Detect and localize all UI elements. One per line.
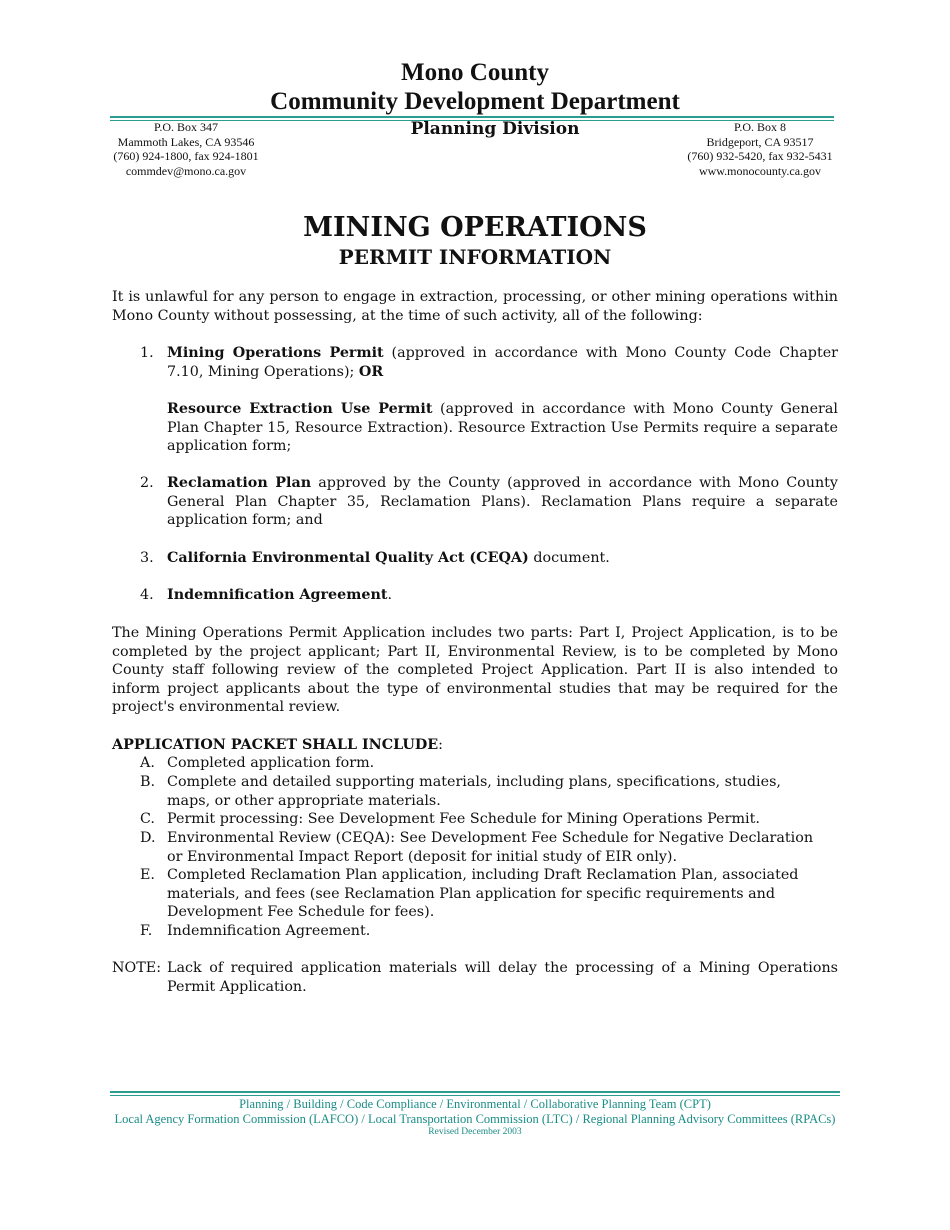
requirement-text: approved by the County (approved in accordance with Mono County General Plan Chapter 35, Reclamation Plans). Reclamation Plans require a separate application form; and [167, 475, 838, 529]
list-number: 1. [140, 345, 154, 361]
address-line: P.O. Box 347 [153, 120, 218, 134]
packet-item: Environmental Review (CEQA): See Development Fee Schedule for Negative Declaration or Environmental Impact Report (deposit for initial study of EIR only). [167, 830, 814, 865]
requirement-text: document. [528, 550, 610, 566]
requirement-name: Reclamation Plan [167, 475, 312, 491]
footer-programs: Planning / Building / Code Compliance / Environmental / Collaborative Planning Team (CPT) [239, 1097, 711, 1111]
list-letter: E. [140, 867, 155, 883]
intro-paragraph: It is unlawful for any person to engage in extraction, processing, or other mining operations within Mono County without possessing, at the time of such activity, all of the following: [112, 289, 838, 324]
requirement-name: Mining Operations Permit [167, 345, 384, 361]
list-number: 4. [140, 587, 154, 603]
address-line: Mammoth Lakes, CA 93546 [117, 134, 255, 149]
address-line: (760) 924-1800, fax 924-1801 [113, 149, 259, 163]
footer-commissions: Local Agency Formation Commission (LAFCO) / Local Transportation Commission (LTC) / Regional Planning Advisory Committees (RPACs) [114, 1112, 836, 1126]
requirement-item [167, 474, 838, 530]
packet-item: Indemnification Agreement. [167, 923, 371, 939]
note-label: NOTE: [112, 960, 162, 976]
list-number: 2. [140, 475, 154, 491]
footer-revision-date: Revised December 2003 [428, 1127, 522, 1137]
address-line: Bridgeport, CA 93517 [706, 134, 814, 149]
packet-item: Completed application form. [167, 755, 375, 771]
requirement-name: Indemnification Agreement [167, 587, 388, 603]
parts-paragraph: The Mining Operations Permit Application includes two parts: Part I, Project Application, is to be completed by the project applicant; Part II, Environmental Review, is to be completed by Mono County staff following review of the completed Project Application. Part II is also intended to inform project applicants about the type of environmental studies that may be required for the project's environmental review. [112, 625, 838, 716]
requirement-name: California Environmental Quality Act (CEQA) [167, 550, 529, 566]
packet-heading [112, 736, 838, 755]
requirement-item-alt [167, 400, 838, 456]
requirement-item [167, 344, 838, 381]
requirement-text: . [387, 587, 393, 603]
packet-item: Complete and detailed supporting materials, including plans, specifications, studies, maps, or other appropriate materials. [167, 774, 781, 809]
list-letter: F. [140, 923, 153, 939]
department-name: Community Development Department [270, 88, 680, 115]
requirement-item [167, 586, 838, 605]
website-address: www.monocounty.ca.gov [698, 163, 822, 178]
list-letter: D. [140, 830, 156, 846]
packet-heading-text: APPLICATION PACKET SHALL INCLUDE [112, 737, 439, 753]
email-address: commdev@mono.ca.gov [125, 163, 247, 178]
division-name: Planning Division [410, 119, 580, 139]
document-title: MINING OPERATIONS [303, 212, 647, 243]
list-number: 3. [140, 550, 154, 566]
list-letter: C. [140, 811, 155, 827]
address-line: (760) 932-5420, fax 932-5431 [687, 149, 833, 163]
or-label: OR [358, 363, 384, 380]
note-text: Lack of required application materials will delay the processing of a Mining Operations Permit Application. [167, 960, 838, 995]
footer-rule [110, 1091, 840, 1093]
address-line: P.O. Box 8 [733, 120, 786, 134]
document-subtitle: PERMIT INFORMATION [338, 245, 612, 269]
list-letter: B. [140, 774, 156, 790]
packet-item: Completed Reclamation Plan application, including Draft Reclamation Plan, associated materials, and fees (see Reclamation Plan application for specific requirements and Development Fee Schedule for fees). [167, 867, 799, 921]
footer-rule-thin [110, 1095, 840, 1096]
requirement-name: Resource Extraction Use Permit [167, 401, 433, 417]
requirement-text: (approved in accordance with Mono County Code Chapter 7.10, Mining Operations); [167, 345, 838, 380]
county-name: Mono County [401, 59, 549, 86]
packet-item: Permit processing: See Development Fee Schedule for Mining Operations Permit. [167, 811, 760, 827]
list-letter: A. [140, 755, 155, 771]
requirement-item [167, 549, 838, 568]
requirement-text: (approved in accordance with Mono County General Plan Chapter 15, Resource Extraction). Resource Extraction Use Permits require a separate application form; [167, 401, 838, 455]
packet-heading-colon: : [438, 737, 443, 753]
bridgeport-address-block [675, 120, 845, 178]
header-rule [110, 116, 834, 118]
